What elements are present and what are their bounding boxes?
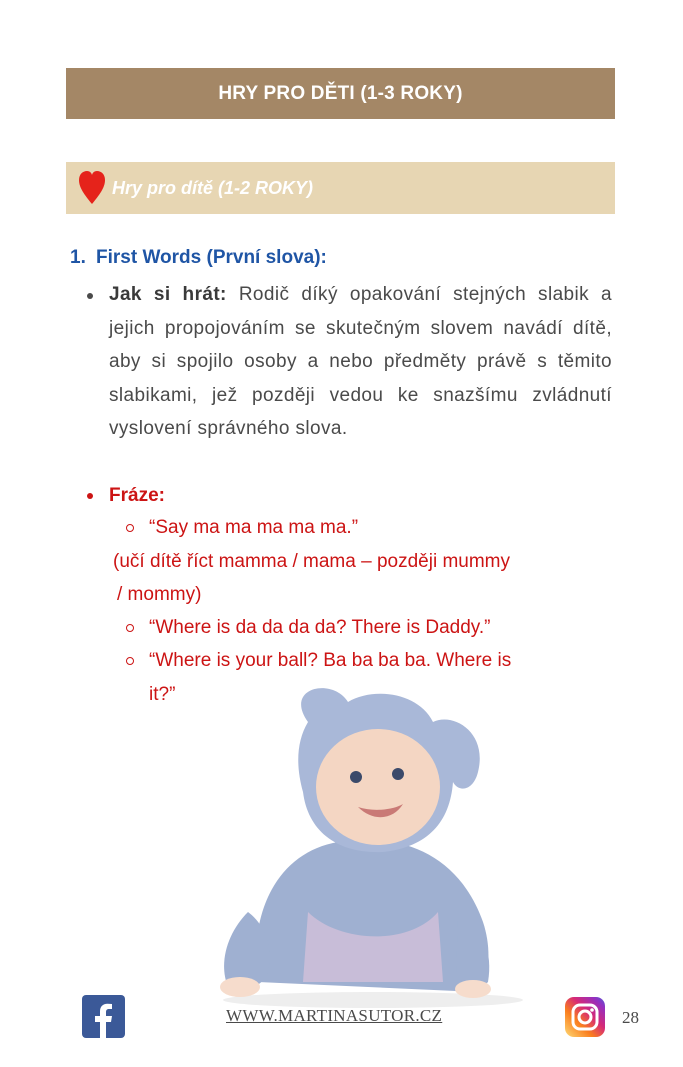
- phrase-item: “Where is da da da da? There is Daddy.”: [149, 617, 491, 638]
- heart-icon: [78, 170, 106, 206]
- phrase-item: “Where is your ball? Ba ba ba ba. Where is: [149, 650, 512, 671]
- phrase-item: “Say ma ma ma ma ma.”: [149, 517, 359, 538]
- section-banner: [66, 162, 615, 214]
- bullet-icon: [87, 493, 93, 499]
- section-number: 1.: [70, 247, 86, 268]
- facebook-icon[interactable]: [82, 995, 125, 1038]
- ring-bullet-icon: [126, 524, 134, 532]
- phrase-item: it?”: [149, 684, 176, 705]
- instagram-icon[interactable]: [565, 997, 605, 1037]
- page-title: HRY PRO DĚTI (1-3 ROKY): [218, 82, 463, 104]
- how-to-play-paragraph: [109, 278, 612, 446]
- page-number: 28: [622, 1008, 639, 1027]
- phrase-note: / mommy): [117, 584, 202, 605]
- phrase-note: (učí dítě říct mamma / mama – později mummy: [113, 551, 510, 572]
- bullet-icon: [87, 293, 93, 299]
- ring-bullet-icon: [126, 657, 134, 665]
- section-banner-title: Hry pro dítě (1-2 ROKY): [112, 177, 314, 198]
- section-heading: [70, 247, 327, 269]
- ring-bullet-icon: [126, 624, 134, 632]
- section-title: First Words (První slova):: [96, 247, 327, 268]
- how-to-play-text: Rodič díký opakování stejných slabik a jejich propojováním se skutečným slovem navádí dítě, aby si spojilo osoby a nebo předměty právě s těmito slabikami, jež později vedou ke snazšímu zvládnutí vyslovení správného slova.: [109, 284, 612, 439]
- baby-photo: [188, 682, 550, 1010]
- phrases-label: Fráze:: [109, 485, 165, 506]
- page-header: [66, 68, 615, 119]
- how-to-play-label: Jak si hrát:: [109, 284, 227, 305]
- website-link[interactable]: WWW.MARTINASUTOR.CZ: [226, 1006, 443, 1025]
